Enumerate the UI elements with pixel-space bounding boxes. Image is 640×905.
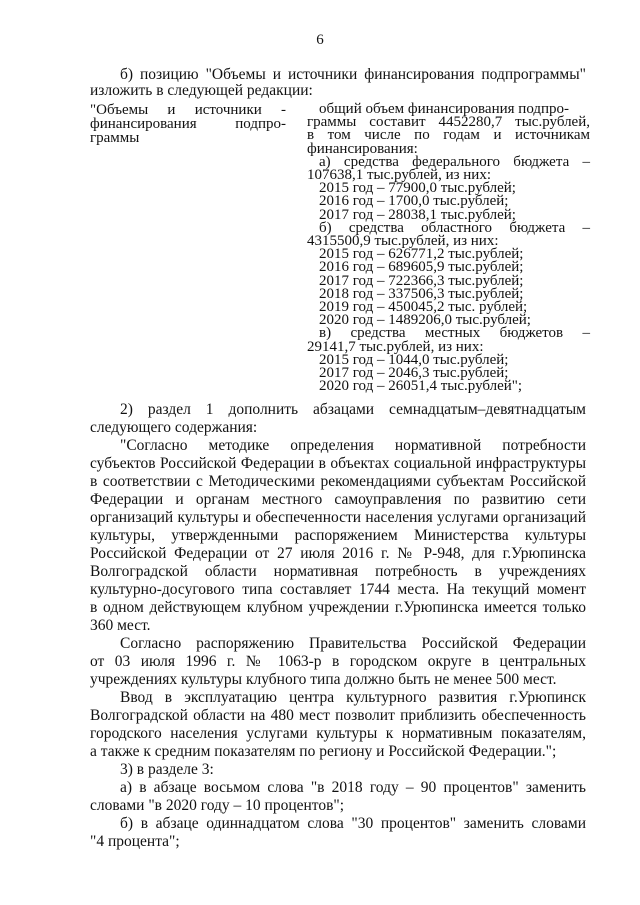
intro-line-1: б) позицию "Объемы и источники финансирования подпрограммы" [120, 66, 586, 83]
table-right-cell [307, 103, 590, 393]
financing-line: 2020 год – 1489206,0 тыс.рублей; [319, 312, 531, 329]
body-line: в одном действующем клубном учреждении г.Урюпинска имеется только [90, 599, 586, 616]
financing-line: 2018 год – 337506,3 тыс.рублей; [319, 285, 524, 302]
body-line: культуры, утвержденными распоряжением Министерства культуры [90, 527, 586, 544]
body-line: культурно-досугового типа составляет 1744 места. На текущий момент [90, 581, 586, 598]
body-line: Волгоградской области на 480 мест позволит приблизить обеспеченность [90, 707, 586, 724]
body-line: Ввод в эксплуатацию центра культурного развития г.Урюпинск [120, 689, 586, 706]
financing-line: общий объем финансирования подпро- [319, 101, 570, 117]
financing-line: 2017 год – 28038,1 тыс.рублей; [319, 206, 516, 223]
financing-line: 4315500,9 тыс.рублей, из них: [307, 233, 499, 250]
table-left-line: граммы [90, 130, 140, 146]
body-line: следующего содержания: [90, 419, 258, 436]
body-line: 3) в разделе 3: [120, 761, 214, 778]
table-left-cell [90, 103, 286, 145]
body-line: Федерации и органам местного самоуправления по развитию сети [90, 491, 586, 508]
body-line: Согласно распоряжению Правительства Российской Федерации [120, 635, 586, 652]
financing-line: 2019 год – 450045,2 тыс. рублей; [319, 299, 528, 316]
table-left-line: "Объемы и источники - [90, 102, 286, 118]
body-line: а) в абзаце восьмом слова "в 2018 году – 90 процентов" заменить [120, 779, 586, 796]
body-line: 360 мест. [90, 617, 151, 634]
table-left-line: финансирования подпро- [90, 116, 286, 132]
body-line: организаций культуры и обеспеченности населения услугами организаций [90, 509, 586, 526]
financing-line: 29141,7 тыс.рублей, из них: [307, 338, 484, 355]
body-line: а также к средним показателям по региону и Российской Федерации."; [90, 743, 557, 760]
page-number: 6 [316, 32, 324, 48]
financing-line: 2017 год – 2046,3 тыс.рублей; [319, 365, 509, 382]
body-line: субъектов Российской Федерации в объектах социальной инфраструктуры [90, 455, 586, 472]
intro-line-2: изложить в следующей редакции: [90, 82, 313, 99]
financing-line: 2016 год – 689605,9 тыс.рублей; [319, 259, 524, 276]
body-line: учреждениях культуры клубного типа должно быть не менее 500 мест. [90, 671, 557, 688]
financing-line: финансирования: [307, 140, 418, 157]
body-line: 2) раздел 1 дополнить абзацами семнадцатым–девятнадцатым [120, 401, 586, 418]
financing-line: 2016 год – 1700,0 тыс.рублей; [319, 193, 509, 210]
financing-line: 107638,1 тыс.рублей, из них: [307, 167, 491, 184]
financing-line: в) средства местных бюджетов – [319, 325, 590, 342]
body-line: словами "в 2020 году – 10 процентов"; [90, 797, 345, 814]
body-line: от 03 июля 1996 г. № 1063-р в городском округе в центральных [90, 653, 586, 670]
body-line: "Согласно методике определения нормативной потребности [120, 437, 586, 454]
body-line: Волгоградской области нормативная потребность в учреждениях [90, 563, 586, 580]
financing-line: 2015 год – 626771,2 тыс.рублей; [319, 246, 524, 263]
financing-line: граммы составит 4452280,7 тыс.рублей, [307, 114, 590, 131]
financing-line: 2020 год – 26051,4 тыс.рублей"; [319, 378, 523, 395]
financing-line: 2017 год – 722366,3 тыс.рублей; [319, 272, 524, 289]
body-line: в соответствии с Методическими рекомендациями субъектам Российской [90, 473, 586, 490]
financing-line: 2015 год – 77900,0 тыс.рублей; [319, 180, 516, 197]
body-line: городского населения услугами культуры к нормативным показателям, [90, 725, 586, 742]
body-line: Российской Федерации от 27 июля 2016 г. № Р-948, для г.Урюпинска [90, 545, 586, 562]
body-line: б) в абзаце одиннадцатом слова "30 процентов" заменить словами [120, 815, 586, 832]
financing-line: в том числе по годам и источникам [307, 127, 590, 144]
financing-line: а) средства федерального бюджета – [319, 153, 590, 170]
financing-line: 2015 год – 1044,0 тыс.рублей; [319, 351, 509, 368]
body-line: "4 процента"; [90, 833, 180, 850]
financing-line: б) средства областного бюджета – [319, 219, 590, 236]
